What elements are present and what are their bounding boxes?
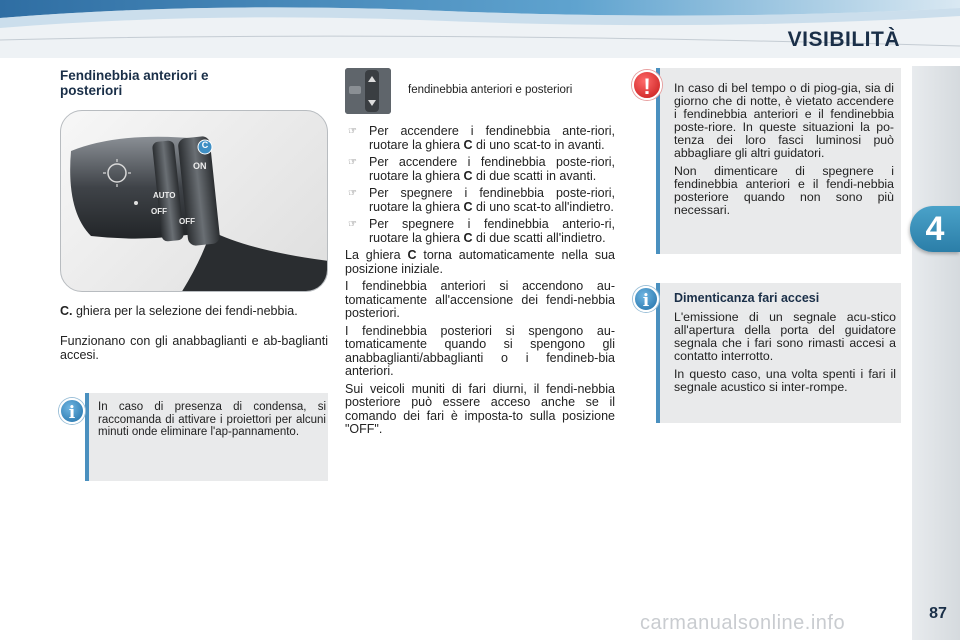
ring-return-post: torna automaticamente nella sua posizione iniziale. [345,248,615,276]
section-title-line1: Fendinebbia anteriori e [60,68,209,83]
ring-return-key: C [407,248,417,262]
section-heading [60,68,328,98]
bullet-key: C [463,168,473,183]
lights-reminder-text [674,291,896,399]
condensation-note-box [85,393,328,481]
bullet-front-off [345,218,615,245]
light-stalk-illustration [61,111,328,292]
lights-reminder-box [656,283,901,423]
watermark: carmanualsonline.info [640,612,846,634]
bullet-key: C [463,137,473,152]
rear-auto-off-text: I fendinebbia posteriori si spengono au-tomaticamente quando si spengono gli anabbaglianti/abbaglianti o i fendineb-bia anteriori. [345,323,615,378]
bullet-key: C [463,230,473,245]
lights-reminder-paragraph-2: In questo caso, una volta spenti i fari il segnale acustico si inter-rompe. [674,367,896,394]
bullet-arrow-icon: ☞ [348,219,357,230]
lights-reminder-paragraph-1: L'emissione di un segnale acu-stico all'apertura della porta del guidatore segnala che i fari sono rimasti accesi a contatto interrotto. [674,310,896,363]
info-icon: i [633,286,659,312]
bullet-front-on [345,125,615,152]
label-off: OFF [151,207,167,216]
bullet-text: Per spegnere i fendinebbia poste-riori, ruotare la ghiera [369,186,615,214]
page-number: 87 [929,605,947,622]
bullet-arrow-icon: ☞ [348,126,357,137]
chapter-tab[interactable]: 4 [910,206,960,252]
info-icon: i [59,398,85,424]
bullet-text: Per accendere i fendinebbia poste-riori, ruotare la ghiera [369,155,615,183]
caption-c [60,305,328,319]
instructions-column [345,125,615,441]
warning-text [674,82,894,222]
thumbnail-caption: fendinebbia anteriori e posteriori [408,84,573,96]
label-on: ON [193,161,207,171]
bullet-rear-off [345,187,615,214]
stalk-photo [60,110,328,292]
caption-text: ghiera per la selezione dei fendi-nebbia. [75,304,298,318]
ring-return-pre: La ghiera [345,248,408,262]
section-title-line2: posteriori [60,83,123,98]
side-strip [912,66,960,640]
caption-letter: C. [60,304,73,318]
bullet-text-end: di due scatti in avanti. [472,168,597,183]
warning-paragraph-2: Non dimenticare di spegnere i fendinebbia anteriori e il fendi-nebbia posteriore quando non sono più necessari. [674,164,894,217]
label-off-2: OFF [179,217,195,226]
label-auto: AUTO [153,191,176,200]
bullet-text: Per accendere i fendinebbia ante-riori, ruotare la ghiera [369,124,615,152]
bullet-text: Per spegnere i fendinebbia anterio-ri, ruotare la ghiera [369,217,615,245]
lights-reminder-title: Dimenticanza fari accesi [674,291,820,305]
ring-return-text [345,249,615,276]
condensation-note-text: In caso di presenza di condensa, si raccomanda di attivare i proiettori per alcuni minuti onde eliminare l'ap-pannamento. [98,401,326,438]
bullet-arrow-icon: ☞ [348,157,357,168]
bullet-text-end: di uno scat-to in avanti. [472,137,605,152]
warning-box [656,68,901,254]
bullet-arrow-icon: ☞ [348,188,357,199]
bullet-text-end: di due scatti all'indietro. [472,230,606,245]
chapter-title: VISIBILITÀ [787,28,900,51]
daytime-lights-text: Sui veicoli muniti di fari diurni, il fendi-nebbia posteriore può essere acceso anche se il comando dei fari è imposta-to sulla posizione "OFF". [345,381,615,436]
bullet-key: C [463,199,473,214]
warning-icon: ! [632,70,662,100]
front-auto-on-text: I fendinebbia anteriori si accendono au-tomaticamente all'accensione dei fendi-nebbia posteriori. [345,279,615,320]
warning-paragraph-1: In caso di bel tempo o di piog-gia, sia di giorno che di notte, è vietato accendere i fendinebbia anteriori e il fendinebbia poste-riore. In queste situazioni la po-tenza dei loro fasci luminosi può abbagliare gli altri guidatori. [674,81,894,160]
ring-label-c: C [201,140,209,150]
intro-text: Funzionano con gli anabbaglianti e ab-baglianti accesi. [60,334,328,362]
bullet-rear-on [345,156,615,183]
bullet-text-end: di uno scat-to all'indietro. [472,199,614,214]
fog-control-thumbnail [345,68,391,114]
fog-switch-icon [345,68,391,114]
